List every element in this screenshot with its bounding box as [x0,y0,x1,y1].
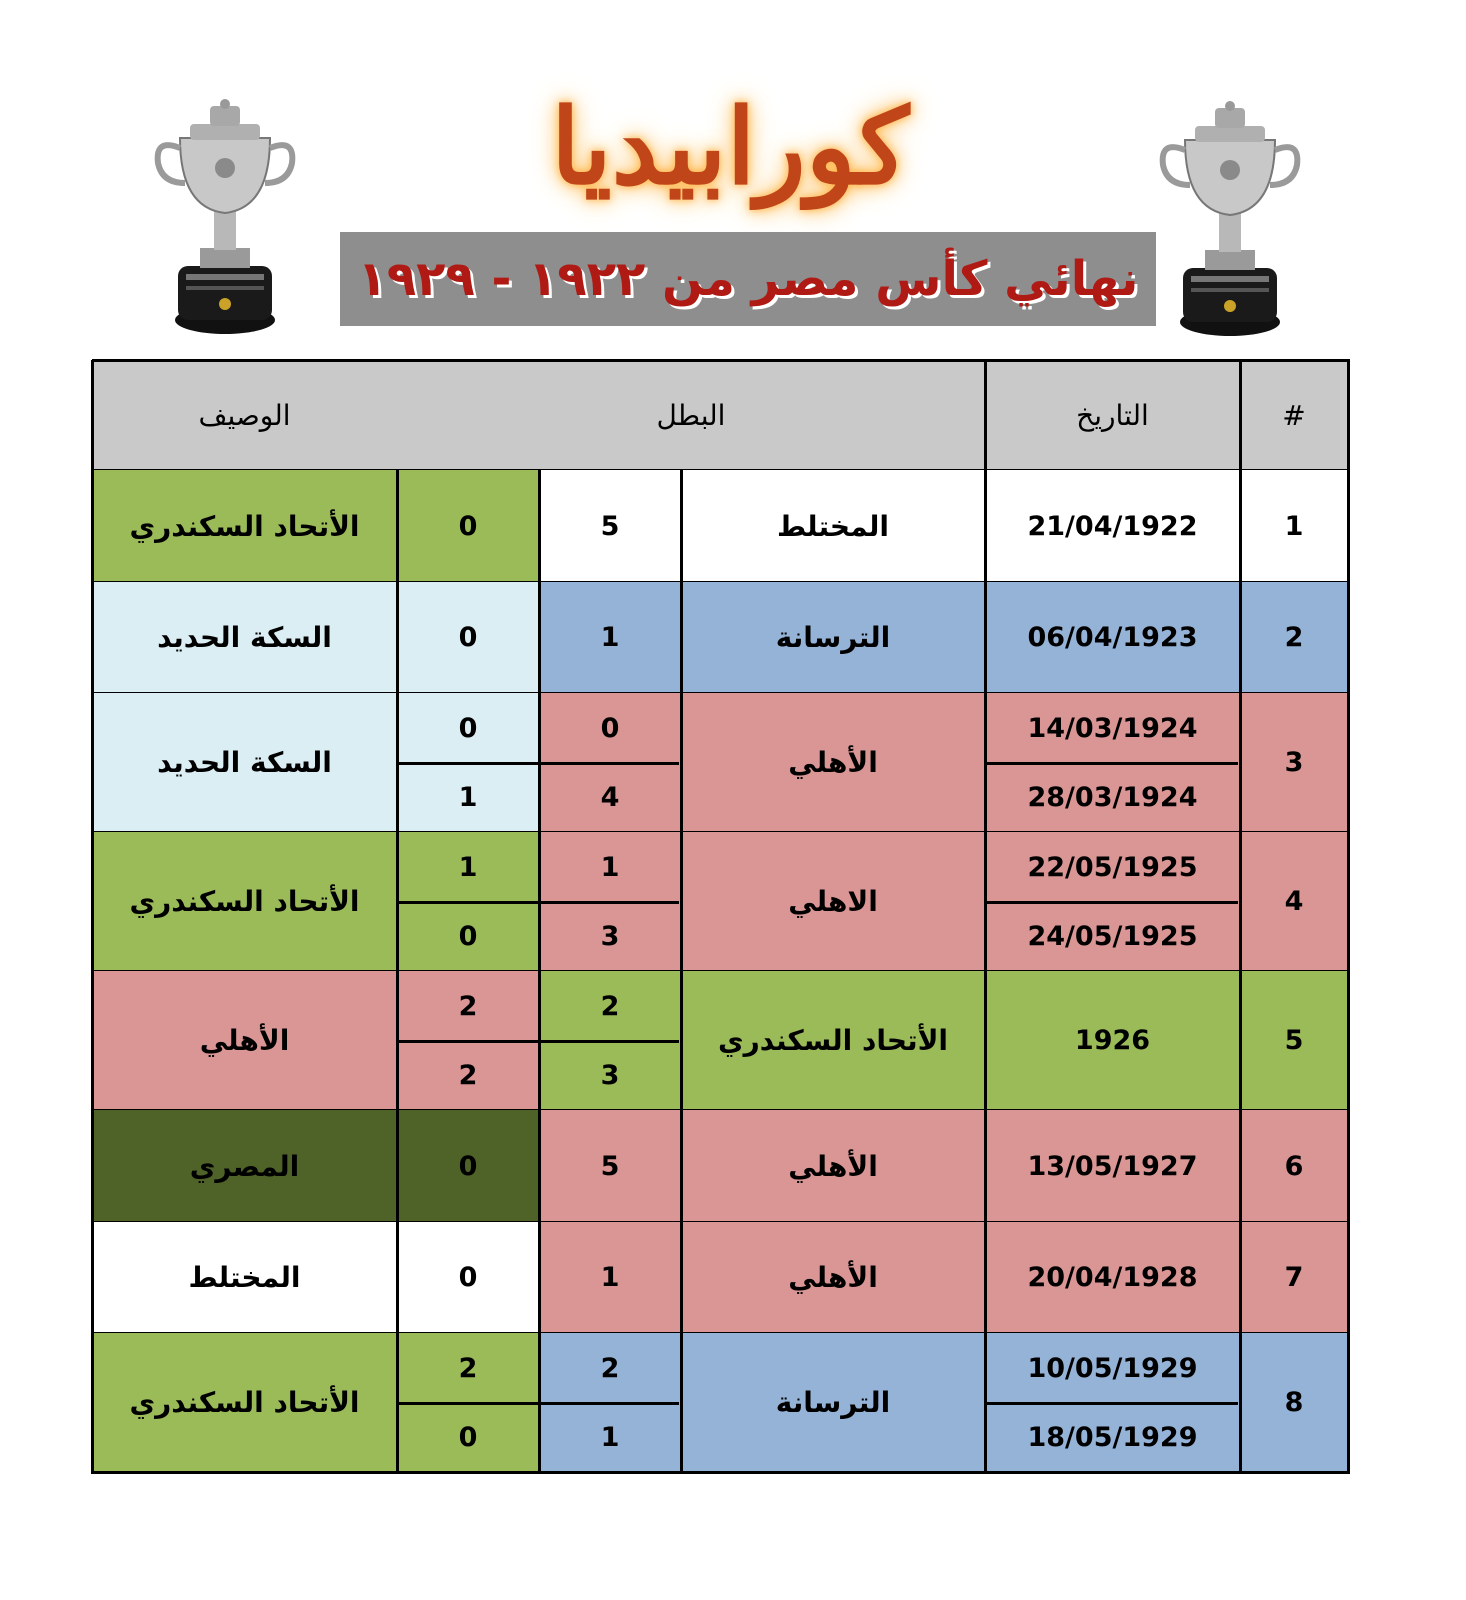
table-rule [396,470,399,584]
champion-score: 5 [539,1110,681,1222]
table-rule [1239,832,1242,973]
table-rule [538,582,541,695]
table-rule [538,693,541,834]
runner-up-name: الأتحاد السكندري [92,1333,397,1472]
logo-wordmark: كورابيديا [551,85,909,208]
runner-up-score: 0 [397,1403,539,1472]
champion-score: 3 [539,902,681,971]
champion-score: 1 [539,1222,681,1333]
row-number: 7 [1240,1222,1348,1333]
table-rule [396,1110,399,1224]
table-rule [1239,470,1242,584]
champion-name: الترسانة [681,582,985,693]
table-rule [396,693,399,834]
match-date: 18/05/1929 [985,1403,1240,1472]
table-rule [984,971,987,1112]
table-rule [1347,582,1350,695]
table-rule [680,582,683,695]
table-rule [1347,1333,1350,1474]
table-rule [396,832,399,973]
runner-up-score: 0 [397,1222,539,1333]
runner-up-score: 1 [397,763,539,832]
table-rule [393,1040,541,1043]
table-rule [538,1333,541,1474]
table-rule [393,762,541,765]
runner-up-name: المصري [92,1110,397,1222]
table-rule [1347,360,1350,472]
champion-name: الأتحاد السكندري [681,971,985,1110]
champion-name: الأهلي [681,693,985,832]
table-rule [1239,582,1242,695]
runner-up-score: 0 [397,902,539,971]
table-rule [1239,1110,1242,1224]
table-rule [1239,360,1242,472]
champion-name: الاهلي [681,832,985,971]
table-rule [680,971,683,1112]
table-rule [680,1333,683,1474]
runner-up-score: 1 [397,832,539,902]
runner-up-name: المختلط [92,1222,397,1333]
match-date: 21/04/1922 [985,470,1240,582]
champion-score: 1 [539,1403,681,1472]
champion-score: 0 [539,693,681,763]
runner-up-score: 2 [397,1041,539,1110]
champion-name: الأهلي [681,1222,985,1333]
table-rule [1347,1110,1350,1224]
match-date: 22/05/1925 [985,832,1240,902]
runner-up-score: 0 [397,582,539,693]
table-rule [92,1471,1350,1474]
table-rule [984,1110,987,1224]
table-rule [984,360,987,472]
row-number: 4 [1240,832,1348,971]
champion-score: 1 [539,832,681,902]
table-rule [1239,1222,1242,1335]
table-rule [396,1222,399,1335]
table-rule [1347,693,1350,834]
table-rule [396,1333,399,1474]
match-date: 10/05/1929 [985,1333,1240,1403]
table-rule [91,470,94,584]
champion-score: 2 [539,971,681,1041]
table-rule [680,470,683,584]
match-date: 20/04/1928 [985,1222,1240,1333]
header-runner-up: الوصيف [92,360,397,470]
champion-score: 4 [539,763,681,832]
header-date: التاريخ [985,360,1240,470]
runner-up-name: الأتحاد السكندري [92,470,397,582]
table-rule [984,470,987,584]
header-number: # [1240,360,1348,470]
table-rule [539,901,679,904]
table-rule [1347,1222,1350,1335]
table-rule [1347,832,1350,973]
table-rule [538,832,541,973]
table-rule [981,1402,1238,1405]
row-number: 2 [1240,582,1348,693]
runner-up-name: الأتحاد السكندري [92,832,397,971]
table-rule [984,582,987,695]
table-rule [984,832,987,973]
banner-title: نهائي كأس مصر من ١٩٢٢ - ١٩٢٩ [357,251,1139,307]
runner-up-score: 0 [397,1110,539,1222]
table-rule [91,1110,94,1224]
table-rule [680,832,683,973]
table-rule [91,832,94,973]
table-rule [538,1110,541,1224]
match-date: 28/03/1924 [985,763,1240,832]
table-rule [91,693,94,834]
runner-up-name: السكة الحديد [92,693,397,832]
table-rule [393,1402,541,1405]
runner-up-score: 2 [397,1333,539,1403]
table-rule [538,1222,541,1335]
table-rule [1239,1333,1242,1474]
row-number: 6 [1240,1110,1348,1222]
table-rule [539,1040,679,1043]
header-champion: البطل [397,360,985,470]
champion-score: 3 [539,1041,681,1110]
champion-name: المختلط [681,470,985,582]
table-rule [396,971,399,1112]
table-rule [981,762,1238,765]
table-rule [91,971,94,1112]
table-rule [538,470,541,584]
match-date: 24/05/1925 [985,902,1240,971]
table-rule [1347,470,1350,584]
table-rule [680,1110,683,1224]
table-rule [539,1402,679,1405]
table-rule [393,901,541,904]
row-number: 3 [1240,693,1348,832]
table-rule [1239,971,1242,1112]
table-rule [680,1222,683,1335]
runner-up-name: السكة الحديد [92,582,397,693]
match-date: 1926 [985,971,1240,1110]
match-date: 13/05/1927 [985,1110,1240,1222]
match-date: 06/04/1923 [985,582,1240,693]
table-rule [91,360,94,472]
champion-score: 1 [539,582,681,693]
row-number: 5 [1240,971,1348,1110]
runner-up-name: الأهلي [92,971,397,1110]
runner-up-score: 0 [397,693,539,763]
champion-score: 5 [539,470,681,582]
table-rule [396,582,399,695]
table-rule [91,582,94,695]
champion-score: 2 [539,1333,681,1403]
table-rule [538,971,541,1112]
table-rule [984,693,987,834]
table-rule [92,359,1350,362]
table-rule [1347,971,1350,1112]
table-rule [984,1333,987,1474]
row-number: 8 [1240,1333,1348,1472]
runner-up-score: 2 [397,971,539,1041]
match-date: 14/03/1924 [985,693,1240,763]
table-rule [984,1222,987,1335]
table-rule [1239,693,1242,834]
table-rule [680,693,683,834]
champion-name: الأهلي [681,1110,985,1222]
runner-up-score: 0 [397,470,539,582]
table-rule [539,762,679,765]
row-number: 1 [1240,470,1348,582]
table-rule [91,1333,94,1474]
table-rule [91,1222,94,1335]
table-rule [981,901,1238,904]
champion-name: الترسانة [681,1333,985,1472]
